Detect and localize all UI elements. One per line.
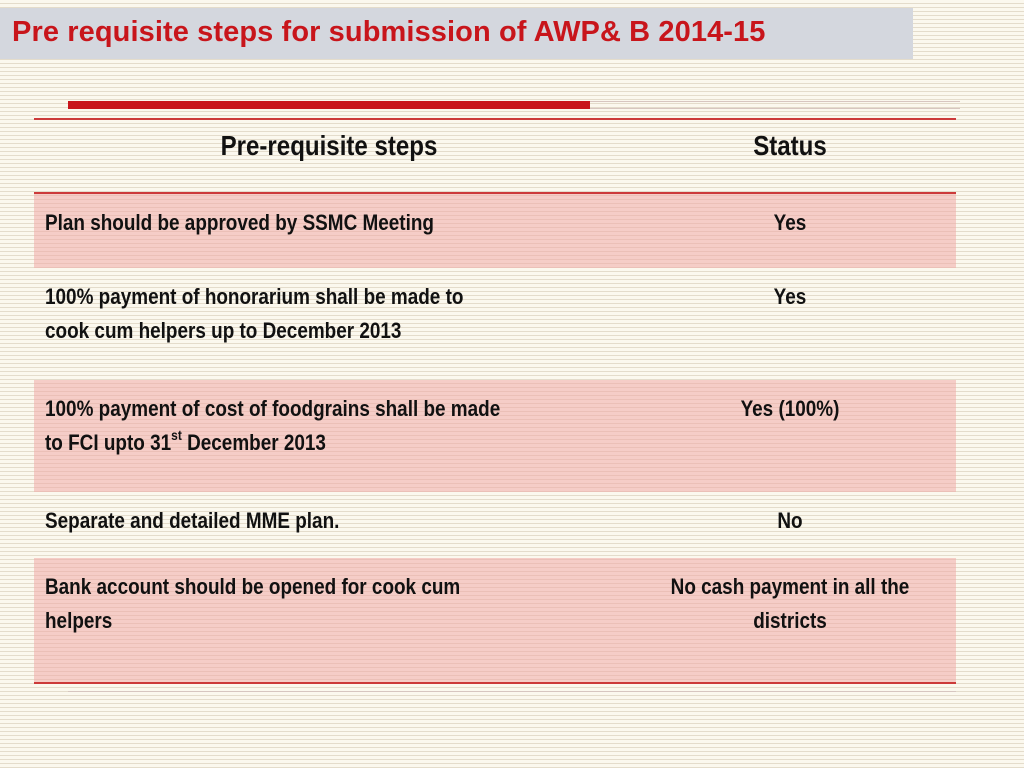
status-line: No [777,508,803,533]
accent-thin-line-lower [590,108,960,109]
status-line: Yes [773,284,807,309]
bottom-thin-line [68,691,956,692]
step-line-text: to FCI upto 31 [45,430,172,455]
status-line: districts [753,608,827,633]
step-line: helpers [45,608,113,633]
status-line: Yes [773,210,807,235]
step-line: Separate and detailed MME plan. [45,508,340,533]
header-steps: Pre-requisite steps [220,130,438,161]
table-row [34,268,956,380]
step-line: cook cum helpers up to December 2013 [45,318,402,343]
table-row [34,194,956,268]
step-line: 100% payment of cost of foodgrains shall be made [45,396,501,421]
status-cell [647,570,933,638]
table-bottom-rule [34,682,956,684]
accent-red-bar [68,101,590,109]
step-line [45,426,613,460]
status-line: Yes (100%) [740,396,840,421]
ordinal-suffix: st [171,426,182,443]
table-row [34,492,956,558]
table-row [34,380,956,492]
step-cell [45,392,613,460]
step-line: Bank account should be opened for cook cum [45,574,461,599]
step-cell [45,504,613,538]
header-status: Status [753,130,827,161]
step-line: 100% payment of honorarium shall be made to [45,284,464,309]
status-cell [647,280,933,314]
step-cell [45,206,613,240]
step-line: Plan should be approved by SSMC Meeting [45,210,434,235]
step-cell [45,280,613,348]
status-cell [647,392,933,426]
status-cell [647,504,933,538]
slide-title: Pre requisite steps for submission of AWP& B 2014-15 [12,16,766,48]
status-cell [647,206,933,240]
status-line: No cash payment in all the [670,574,910,599]
accent-thin-line [590,101,960,102]
step-cell [45,570,613,638]
step-line-text: December 2013 [181,430,326,455]
table-row [34,558,956,682]
table-header-row [34,120,956,192]
